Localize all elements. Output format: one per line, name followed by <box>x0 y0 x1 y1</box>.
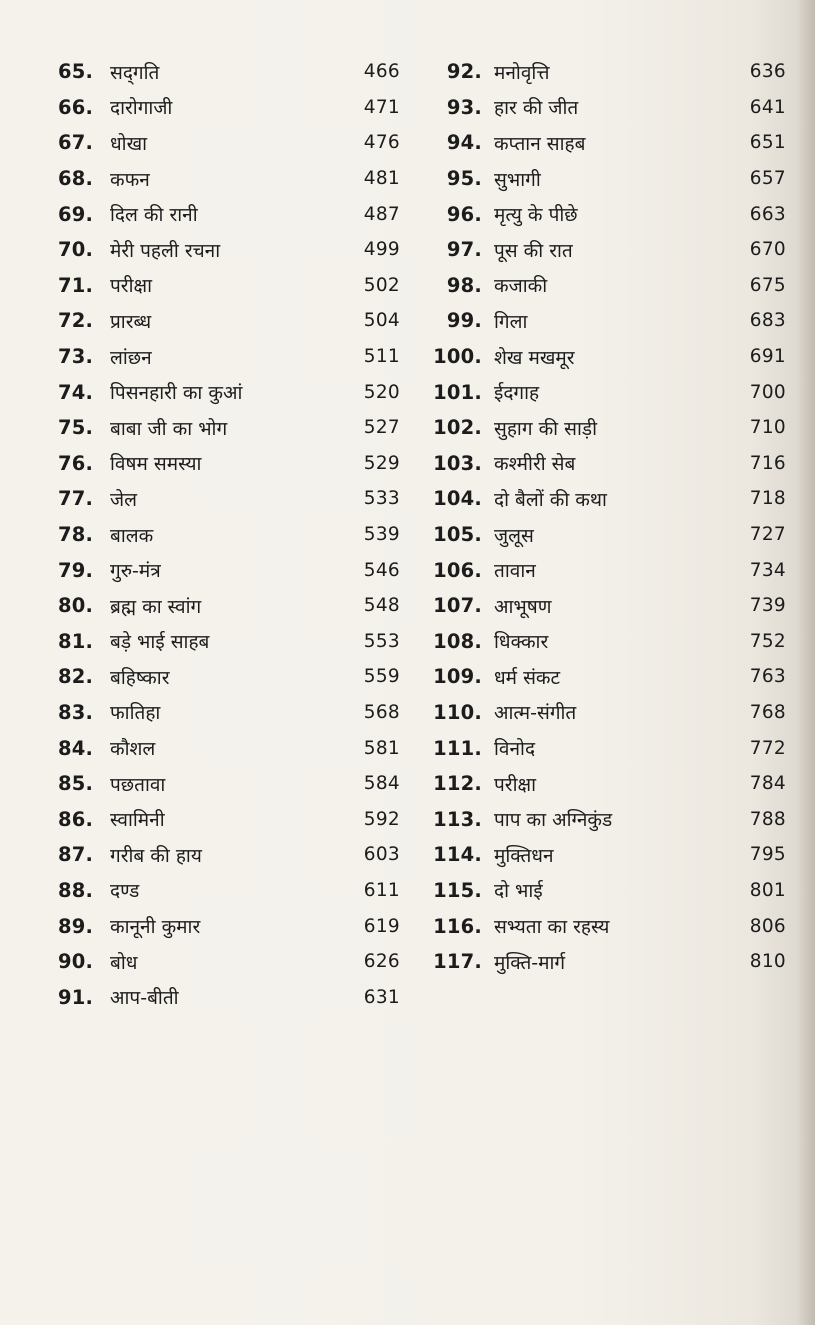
toc-entry <box>430 90 788 126</box>
entry-number: 89. <box>58 914 94 938</box>
entry-number: 113. <box>433 807 482 831</box>
toc-entry <box>58 552 400 588</box>
entry-page-number: 784 <box>749 773 786 795</box>
toc-entry <box>58 410 400 446</box>
page-edge-shadow <box>797 0 815 1325</box>
entry-title: मेरी पहली रचना <box>110 239 221 262</box>
entry-page-number: 529 <box>363 452 400 474</box>
entry-page-number: 553 <box>363 630 400 652</box>
toc-entry <box>58 196 400 232</box>
toc-entry <box>430 374 788 410</box>
toc-entry <box>58 54 400 90</box>
toc-entry <box>430 232 788 268</box>
toc-entry <box>58 766 400 802</box>
entry-title: हार की जीत <box>494 97 579 120</box>
entry-number: 116. <box>433 914 482 938</box>
entry-page-number: 471 <box>363 96 400 118</box>
entry-page-number: 727 <box>749 524 786 546</box>
toc-entry <box>58 659 400 695</box>
entry-page-number: 663 <box>749 203 786 225</box>
toc-entry <box>58 161 400 197</box>
toc-entry <box>58 303 400 339</box>
toc-entry <box>430 196 788 232</box>
entry-page-number: 619 <box>363 915 400 937</box>
entry-page-number: 636 <box>749 61 786 83</box>
entry-page-number: 788 <box>749 808 786 830</box>
entry-number: 70. <box>58 238 94 262</box>
entry-page-number: 592 <box>363 808 400 830</box>
entry-title: धिक्कार <box>494 631 549 654</box>
entry-number: 66. <box>58 95 94 119</box>
entry-page-number: 527 <box>363 417 400 439</box>
entry-page-number: 772 <box>749 737 786 759</box>
toc-entry <box>58 837 400 873</box>
entry-page-number: 611 <box>363 879 400 901</box>
entry-title: आप-बीती <box>110 987 179 1010</box>
entry-page-number: 533 <box>363 488 400 510</box>
entry-page-number: 763 <box>749 666 786 688</box>
entry-title: बाबा जी का भोग <box>110 417 228 440</box>
entry-title: विषम समस्या <box>110 453 202 476</box>
entry-page-number: 810 <box>749 951 786 973</box>
entry-number: 105. <box>433 523 482 547</box>
entry-page-number: 584 <box>363 773 400 795</box>
entry-page-number: 511 <box>363 346 400 368</box>
toc-entry <box>430 801 788 837</box>
toc-entry <box>430 730 788 766</box>
entry-number: 96. <box>446 202 482 226</box>
toc-entry <box>430 659 788 695</box>
entry-page-number: 716 <box>749 452 786 474</box>
entry-number: 93. <box>446 95 482 119</box>
entry-title: ईदगाह <box>494 382 540 405</box>
entry-number: 114. <box>433 843 482 867</box>
entry-number: 99. <box>446 309 482 333</box>
entry-number: 109. <box>433 665 482 689</box>
entry-title: मनोवृत्ति <box>494 61 550 84</box>
entry-title: फातिहा <box>110 702 161 725</box>
entry-title: ब्रह्म का स्वांग <box>110 595 202 618</box>
entry-page-number: 504 <box>363 310 400 332</box>
entry-title: विनोद <box>494 738 536 761</box>
entry-title: दिल की रानी <box>110 204 198 227</box>
entry-number: 78. <box>58 523 94 547</box>
entry-page-number: 657 <box>749 168 786 190</box>
entry-number: 67. <box>58 131 94 155</box>
entry-page-number: 603 <box>363 844 400 866</box>
toc-entry <box>430 766 788 802</box>
entry-number: 100. <box>433 345 482 369</box>
toc-entry <box>58 90 400 126</box>
entry-number: 98. <box>446 273 482 297</box>
entry-number: 80. <box>58 594 94 618</box>
toc-entry <box>58 517 400 553</box>
toc-entry <box>58 979 400 1015</box>
toc-entry <box>430 161 788 197</box>
entry-page-number: 806 <box>749 915 786 937</box>
entry-number: 117. <box>433 950 482 974</box>
toc-entry <box>58 801 400 837</box>
entry-page-number: 691 <box>749 346 786 368</box>
entry-page-number: 631 <box>363 986 400 1008</box>
toc-entry <box>430 410 788 446</box>
entry-title: बहिष्कार <box>110 666 170 689</box>
entry-page-number: 683 <box>749 310 786 332</box>
toc-entry <box>58 908 400 944</box>
entry-title: स्वामिनी <box>110 809 165 832</box>
toc-entry <box>430 54 788 90</box>
toc-entry <box>430 588 788 624</box>
toc-left-column <box>58 54 400 1015</box>
entry-number: 115. <box>433 878 482 902</box>
toc-entry <box>430 517 788 553</box>
entry-title: शेख मखमूर <box>494 346 575 369</box>
entry-title: दो भाई <box>494 880 543 903</box>
entry-title: सुभागी <box>494 168 541 191</box>
entry-number: 71. <box>58 273 94 297</box>
entry-number: 85. <box>58 772 94 796</box>
entry-title: कफन <box>110 168 150 191</box>
toc-entry <box>430 624 788 660</box>
toc-entry <box>430 481 788 517</box>
entry-title: दो बैलों की कथा <box>494 488 607 511</box>
toc-entry <box>58 446 400 482</box>
toc-entry <box>58 125 400 161</box>
toc-entry <box>430 837 788 873</box>
entry-number: 72. <box>58 309 94 333</box>
entry-title: लांछन <box>110 346 152 369</box>
toc-entry <box>58 481 400 517</box>
entry-number: 77. <box>58 487 94 511</box>
entry-number: 108. <box>433 629 482 653</box>
entry-number: 104. <box>433 487 482 511</box>
entry-number: 74. <box>58 380 94 404</box>
toc-entry <box>430 446 788 482</box>
entry-page-number: 626 <box>363 951 400 973</box>
entry-page-number: 520 <box>363 381 400 403</box>
entry-page-number: 768 <box>749 701 786 723</box>
entry-page-number: 700 <box>749 381 786 403</box>
entry-page-number: 502 <box>363 274 400 296</box>
toc-entry <box>58 873 400 909</box>
entry-page-number: 801 <box>749 879 786 901</box>
entry-page-number: 670 <box>749 239 786 261</box>
entry-page-number: 487 <box>363 203 400 225</box>
entry-number: 95. <box>446 167 482 191</box>
entry-page-number: 476 <box>363 132 400 154</box>
entry-number: 68. <box>58 167 94 191</box>
entry-number: 87. <box>58 843 94 867</box>
entry-number: 75. <box>58 416 94 440</box>
entry-title: तावान <box>494 560 536 583</box>
entry-page-number: 718 <box>749 488 786 510</box>
entry-page-number: 795 <box>749 844 786 866</box>
entry-title: आत्म-संगीत <box>494 702 577 725</box>
toc-entry <box>430 873 788 909</box>
entry-number: 69. <box>58 202 94 226</box>
entry-number: 73. <box>58 345 94 369</box>
toc-entry <box>58 374 400 410</box>
entry-title: प्रारब्ध <box>110 310 152 333</box>
entry-page-number: 710 <box>749 417 786 439</box>
entry-number: 79. <box>58 558 94 582</box>
toc-entry <box>58 695 400 731</box>
entry-page-number: 739 <box>749 595 786 617</box>
entry-title: सद्‌गति <box>110 61 160 84</box>
entry-number: 101. <box>433 380 482 404</box>
entry-number: 97. <box>446 238 482 262</box>
entry-title: जुलूस <box>494 524 534 547</box>
entry-page-number: 481 <box>363 168 400 190</box>
entry-number: 92. <box>446 60 482 84</box>
entry-number: 81. <box>58 629 94 653</box>
entry-page-number: 539 <box>363 524 400 546</box>
entry-number: 82. <box>58 665 94 689</box>
entry-page-number: 559 <box>363 666 400 688</box>
entry-number: 111. <box>433 736 482 760</box>
toc-entry <box>58 339 400 375</box>
entry-title: कानूनी कुमार <box>110 916 201 939</box>
entry-title: गुरु-मंत्र <box>110 560 161 583</box>
entry-number: 88. <box>58 878 94 902</box>
toc-entry <box>430 695 788 731</box>
entry-number: 83. <box>58 700 94 724</box>
entry-number: 94. <box>446 131 482 155</box>
toc-entry <box>430 339 788 375</box>
entry-title: गरीब की हाय <box>110 844 202 867</box>
toc-entry <box>58 588 400 624</box>
entry-title: गिला <box>494 310 528 333</box>
toc-entry <box>430 125 788 161</box>
entry-number: 65. <box>58 60 94 84</box>
entry-number: 90. <box>58 950 94 974</box>
entry-page-number: 641 <box>749 96 786 118</box>
entry-title: पूस की रात <box>494 239 573 262</box>
entry-page-number: 752 <box>749 630 786 652</box>
toc-entry <box>58 268 400 304</box>
toc-entry <box>58 624 400 660</box>
entry-page-number: 466 <box>363 61 400 83</box>
entry-number: 76. <box>58 451 94 475</box>
entry-title: पिसनहारी का कुआं <box>110 382 243 405</box>
entry-title: दारोगाजी <box>110 97 173 120</box>
entry-number: 106. <box>433 558 482 582</box>
entry-title: सुहाग की साड़ी <box>494 417 597 440</box>
entry-number: 86. <box>58 807 94 831</box>
entry-page-number: 499 <box>363 239 400 261</box>
entry-title: पछतावा <box>110 773 166 796</box>
toc-right-column <box>430 54 788 979</box>
entry-title: मुक्तिधन <box>494 844 554 867</box>
toc-entry <box>58 232 400 268</box>
entry-title: दण्ड <box>110 880 140 903</box>
entry-page-number: 568 <box>363 701 400 723</box>
entry-title: बालक <box>110 524 154 547</box>
entry-title: कौशल <box>110 738 156 761</box>
entry-title: पाप का अग्निकुंड <box>494 809 613 832</box>
entry-title: मुक्ति-मार्ग <box>494 951 566 974</box>
entry-page-number: 581 <box>363 737 400 759</box>
entry-title: कप्तान साहब <box>494 132 586 155</box>
entry-title: धोखा <box>110 132 148 155</box>
toc-entry <box>430 303 788 339</box>
entry-title: कजाकी <box>494 275 548 298</box>
entry-title: परीक्षा <box>494 773 537 796</box>
entry-number: 112. <box>433 772 482 796</box>
entry-title: परीक्षा <box>110 275 153 298</box>
entry-number: 84. <box>58 736 94 760</box>
entry-title: सभ्यता का रहस्य <box>494 916 610 939</box>
entry-number: 102. <box>433 416 482 440</box>
entry-number: 110. <box>433 700 482 724</box>
entry-number: 91. <box>58 985 94 1009</box>
entry-number: 107. <box>433 594 482 618</box>
entry-title: धर्म संकट <box>494 666 561 689</box>
entry-page-number: 651 <box>749 132 786 154</box>
entry-page-number: 734 <box>749 559 786 581</box>
entry-title: कश्मीरी सेब <box>494 453 576 476</box>
entry-number: 103. <box>433 451 482 475</box>
toc-entry <box>430 552 788 588</box>
entry-title: बड़े भाई साहब <box>110 631 210 654</box>
toc-entry <box>430 908 788 944</box>
entry-title: आभूषण <box>494 595 552 618</box>
entry-title: बोध <box>110 951 138 974</box>
toc-entry <box>430 944 788 980</box>
toc-entry <box>58 730 400 766</box>
entry-page-number: 548 <box>363 595 400 617</box>
toc-entry <box>58 944 400 980</box>
entry-page-number: 546 <box>363 559 400 581</box>
entry-page-number: 675 <box>749 274 786 296</box>
entry-title: जेल <box>110 488 137 511</box>
entry-title: मृत्यु के पीछे <box>494 204 578 227</box>
toc-entry <box>430 268 788 304</box>
